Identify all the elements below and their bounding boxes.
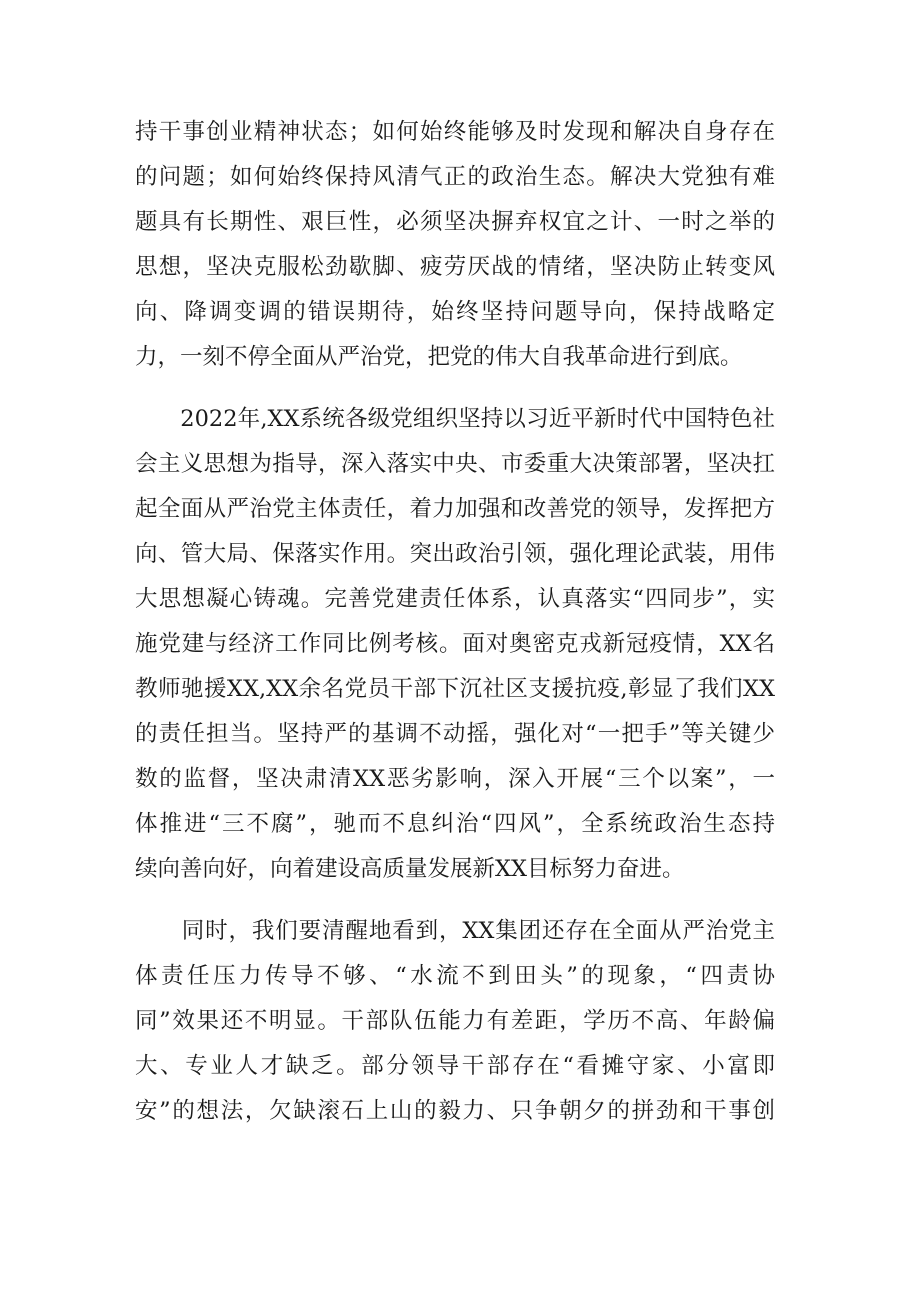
text-line: 续向善向好，向着建设高质量发展新XX目标努力奋进。 bbox=[135, 856, 685, 882]
text-line: 2022年,XX系统各级党组织坚持以习近平新时代中国特色社 bbox=[135, 406, 775, 432]
text-line: 数的监督，坚决肃清XX恶劣影响，深入开展“三个以案”，一 bbox=[135, 766, 775, 792]
text-line: 大、专业人才缺乏。部分领导干部存在“看摊守家、小富即 bbox=[135, 1053, 775, 1079]
paragraph-spacer bbox=[135, 380, 775, 397]
text-line: 教师驰援XX,XX余名党员干部下沉社区支援抗疫,彰显了我们XX bbox=[135, 676, 775, 702]
text-line: 思想，坚决克服松劲歇脚、疲劳厌战的情绪，坚决防止转变风 bbox=[135, 254, 775, 280]
text-line: 大思想凝心铸魂。完善党建责任体系，认真落实“四同步”，实 bbox=[135, 586, 775, 612]
paragraph-spacer bbox=[135, 892, 775, 909]
text-line: 会主义思想为指导，深入落实中央、市委重大决策部署，坚决扛 bbox=[135, 451, 775, 477]
text-line: 题具有长期性、艰巨性，必须坚决摒弃权宜之计、一时之举的 bbox=[135, 209, 775, 235]
text-line: 向、降调变调的错误期待，始终坚持问题导向，保持战略定 bbox=[135, 299, 775, 325]
text-line: 的问题；如何始终保持风清气正的政治生态。解决大党独有难 bbox=[135, 164, 775, 190]
text-line: 同时，我们要清醒地看到，XX集团还存在全面从严治党主 bbox=[135, 918, 775, 944]
text-line: 起全面从严治党主体责任，着力加强和改善党的领导，发挥把方 bbox=[135, 496, 775, 522]
paragraph bbox=[135, 909, 775, 1134]
text-line: 的责任担当。坚持严的基调不动摇，强化对“一把手”等关键少 bbox=[135, 721, 775, 747]
text-line: 安”的想法，欠缺滚石上山的毅力、只争朝夕的拼劲和干事创 bbox=[135, 1098, 775, 1124]
text-line: 施党建与经济工作同比例考核。面对奥密克戎新冠疫情，XX名 bbox=[135, 631, 775, 657]
body-text bbox=[135, 110, 775, 1134]
text-line: 力，一刻不停全面从严治党，把党的伟大自我革命进行到底。 bbox=[135, 344, 743, 370]
text-line: 持干事创业精神状态；如何始终能够及时发现和解决自身存在 bbox=[135, 119, 775, 145]
text-line: 体责任压力传导不够、“水流不到田头”的现象，“四责协 bbox=[135, 963, 775, 989]
text-line: 体推进“三不腐”，驰而不息纠治“四风”，全系统政治生态持 bbox=[135, 811, 775, 837]
paragraph bbox=[135, 110, 775, 380]
text-line: 向、管大局、保落实作用。突出政治引领，强化理论武装，用伟 bbox=[135, 541, 775, 567]
paragraph bbox=[135, 397, 775, 892]
text-line: 同”效果还不明显。干部队伍能力有差距，学历不高、年龄偏 bbox=[135, 1008, 775, 1034]
